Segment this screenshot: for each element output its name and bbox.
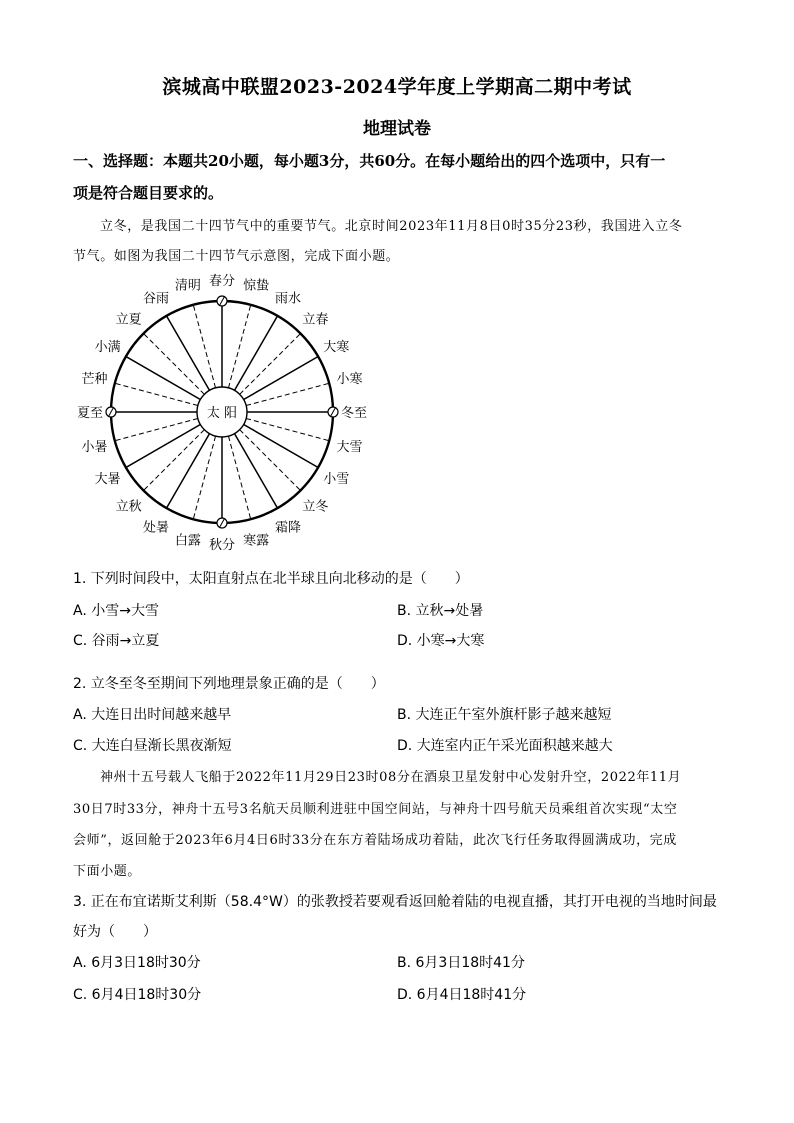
term-label: 秋分 (208, 538, 236, 553)
term-label: 大寒 (323, 340, 350, 355)
term-label: 寒露 (243, 533, 270, 549)
spoke-dashed (193, 436, 215, 519)
passage2-line4: 下面小题。 (73, 864, 142, 879)
spoke-dashed (246, 418, 329, 440)
question-3-stem-line1: 3. 正在布宜诺斯艾利斯（58.4°W）的张教授若要观看返回舱着陆的电视直播，其打开电视的当地时间最 (73, 894, 717, 910)
passage2-line3: 会师”，返回舱于2023年6月4日6时33分在东方着陆场成功着陆，此次飞行任务取得圆满成功，完成 (73, 833, 677, 848)
passage1-line2: 节气。如图为我国二十四节气示意图，完成下面小题。 (73, 249, 400, 264)
earth-marker (328, 407, 338, 417)
section-header-line1: 一、选择题：本题共20小题，每小题3分，共60分。在每小题给出的四个选项中，只有一 (73, 152, 666, 170)
term-label: 霜降 (274, 520, 302, 536)
spoke-dashed (246, 383, 329, 405)
term-label: 夏至 (76, 406, 104, 421)
exam-subject: 地理试卷 (363, 119, 431, 139)
term-label: 小寒 (336, 371, 363, 387)
term-label: 处暑 (142, 520, 170, 536)
sun-label: 太 阳 (206, 406, 238, 421)
term-label: 白露 (174, 533, 201, 549)
term-label: 芒种 (81, 371, 108, 387)
spoke-solid (167, 434, 210, 508)
question-1-option-b[interactable]: B. 立秋→处暑 (397, 603, 484, 619)
earth-marker (217, 296, 227, 306)
earth-marker (217, 518, 227, 528)
question-1-stem: 1. 下列时间段中，太阳直射点在北半球且向北移动的是（ ） (73, 571, 469, 587)
question-2-option-a[interactable]: A. 大连日出时间越来越早 (73, 707, 232, 723)
passage2-line1: 神州十五号载人飞船于2022年11月29日23时08分在酒泉卫星发射中心发射升空，2022年11月 (100, 770, 682, 785)
question-1-option-d[interactable]: D. 小寒→大寒 (397, 633, 485, 649)
spoke-dashed (240, 430, 301, 491)
term-label: 立秋 (115, 499, 142, 515)
spoke-dashed (228, 305, 250, 388)
earth-marker (106, 407, 116, 417)
term-label: 惊蛰 (243, 278, 270, 294)
question-3-option-b[interactable]: B. 6月3日18时41分 (397, 955, 525, 971)
term-label: 大暑 (94, 472, 121, 487)
spoke-dashed (115, 418, 198, 440)
term-label: 立春 (302, 312, 329, 328)
term-label: 立夏 (115, 312, 142, 328)
passage1-line1: 立冬，是我国二十四节气中的重要节气。北京时间2023年11月8日0时35分23秒，我国进入立冬 (100, 219, 683, 234)
question-1-option-a[interactable]: A. 小雪→大雪 (73, 603, 159, 619)
spoke-dashed (240, 334, 301, 395)
exam-title: 滨城高中联盟2023-2024学年度上学期高二期中考试 (162, 76, 632, 98)
question-3-option-d[interactable]: D. 6月4日18时41分 (397, 987, 527, 1003)
spoke-solid (235, 434, 278, 508)
question-3-option-c[interactable]: C. 6月4日18时30分 (73, 987, 202, 1003)
spoke-dashed (144, 430, 205, 491)
term-label: 大雪 (336, 440, 363, 456)
term-label: 冬至 (340, 406, 368, 421)
spoke-solid (126, 425, 200, 468)
question-3-option-a[interactable]: A. 6月3日18时30分 (73, 955, 201, 971)
question-2-stem: 2. 立冬至冬至期间下列地理景象正确的是（ ） (73, 676, 385, 692)
term-label: 清明 (174, 278, 201, 294)
term-label: 小满 (94, 340, 121, 355)
question-2-option-d[interactable]: D. 大连室内正午采光面积越来越大 (397, 738, 613, 754)
term-label: 小暑 (81, 440, 108, 456)
spoke-solid (126, 357, 200, 400)
spoke-dashed (144, 334, 205, 395)
passage2-line2: 30日7时33分，神舟十五号3名航天员顺利进驻中国空间站，与神舟十四号航天员乘组首次实现“太空 (73, 802, 678, 817)
term-label: 春分 (208, 274, 236, 289)
question-1-option-c[interactable]: C. 谷雨→立夏 (73, 633, 160, 649)
spoke-dashed (193, 305, 215, 388)
spoke-dashed (115, 383, 198, 405)
term-label: 小雪 (323, 472, 350, 487)
spoke-solid (244, 425, 318, 468)
term-label: 雨水 (274, 291, 302, 307)
term-label: 立冬 (302, 499, 329, 515)
question-2-option-b[interactable]: B. 大连正午室外旗杆影子越来越短 (397, 707, 612, 723)
section-header-line2: 项是符合题目要求的。 (73, 184, 224, 202)
spoke-solid (167, 316, 210, 390)
question-3-stem-line2: 好为（ ） (73, 924, 157, 940)
spoke-dashed (228, 436, 250, 519)
spoke-solid (244, 357, 318, 400)
question-2-option-c[interactable]: C. 大连白昼渐长黑夜渐短 (73, 738, 232, 754)
solar-terms-diagram (60, 270, 400, 555)
term-label: 谷雨 (142, 291, 170, 307)
spoke-solid (235, 316, 278, 390)
